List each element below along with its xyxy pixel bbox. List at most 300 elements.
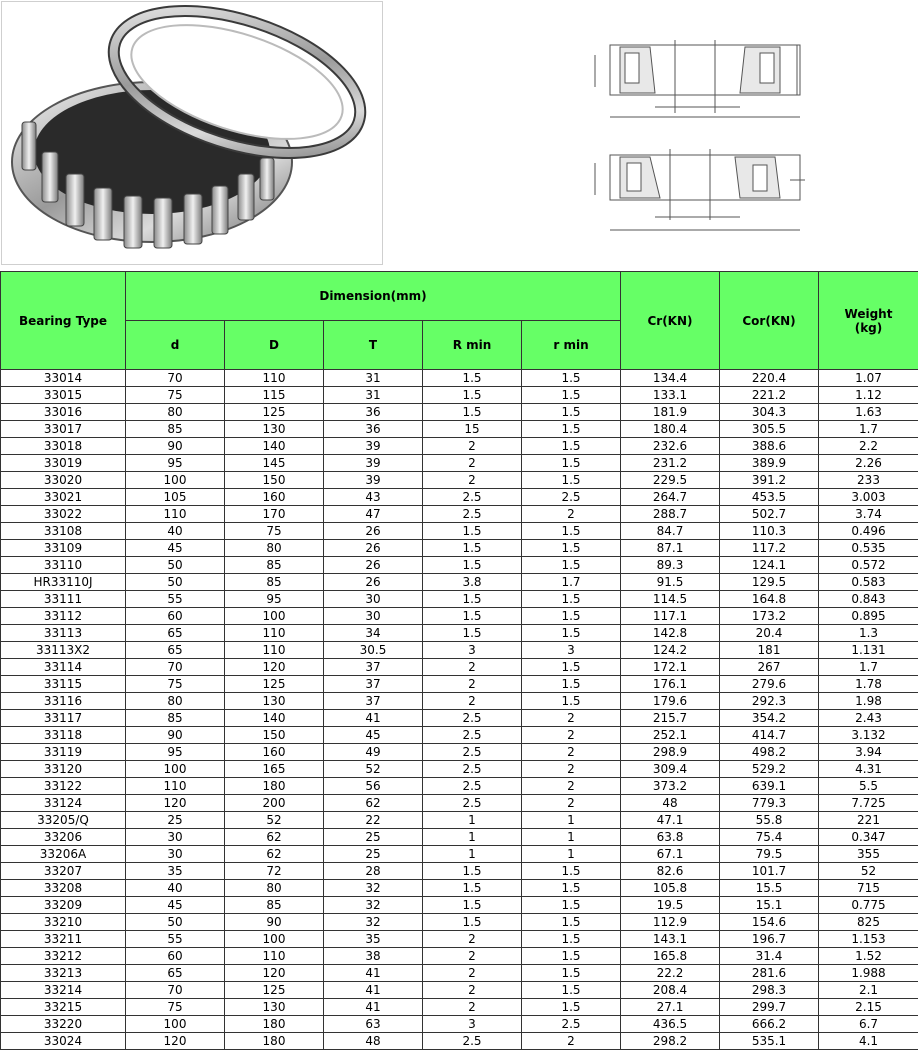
table-cell: 55.8 — [720, 812, 819, 829]
table-cell: 89.3 — [621, 557, 720, 574]
table-cell: 200 — [225, 795, 324, 812]
table-row — [1, 506, 918, 523]
table-row — [1, 438, 918, 455]
table-cell: 33210 — [1, 914, 126, 931]
table-cell: 39 — [324, 438, 423, 455]
table-cell: 33110 — [1, 557, 126, 574]
table-row — [1, 472, 918, 489]
table-cell: 47.1 — [621, 812, 720, 829]
table-cell: 52 — [324, 761, 423, 778]
table-cell: 112.9 — [621, 914, 720, 931]
table-cell: 33208 — [1, 880, 126, 897]
table-cell: 33020 — [1, 472, 126, 489]
table-cell: 2 — [423, 472, 522, 489]
table-cell: 45 — [126, 540, 225, 557]
table-row — [1, 540, 918, 557]
table-cell: 1 — [522, 846, 621, 863]
table-cell: 41 — [324, 965, 423, 982]
table-cell: 33209 — [1, 897, 126, 914]
table-cell: 87.1 — [621, 540, 720, 557]
table-cell: 1.5 — [423, 404, 522, 421]
table-cell: 1.12 — [819, 387, 918, 404]
table-cell: 150 — [225, 472, 324, 489]
table-cell: HR33110J — [1, 574, 126, 591]
table-cell: 75.4 — [720, 829, 819, 846]
table-cell: 33124 — [1, 795, 126, 812]
table-cell: 105 — [126, 489, 225, 506]
table-cell: 1.5 — [423, 591, 522, 608]
table-cell: 110 — [225, 948, 324, 965]
header-cor: Cor(KN) — [720, 272, 819, 370]
table-cell: 150 — [225, 727, 324, 744]
table-cell: 1.07 — [819, 370, 918, 387]
table-cell: 140 — [225, 710, 324, 727]
table-cell: 221 — [819, 812, 918, 829]
table-cell: 33019 — [1, 455, 126, 472]
table-cell: 299.7 — [720, 999, 819, 1016]
table-cell: 33212 — [1, 948, 126, 965]
table-cell: 436.5 — [621, 1016, 720, 1033]
table-cell: 298.3 — [720, 982, 819, 999]
table-cell: 1.153 — [819, 931, 918, 948]
table-cell: 124.1 — [720, 557, 819, 574]
table-cell: 298.9 — [621, 744, 720, 761]
table-cell: 120 — [126, 1033, 225, 1050]
table-cell: 50 — [126, 574, 225, 591]
table-cell: 1.3 — [819, 625, 918, 642]
table-cell: 2.43 — [819, 710, 918, 727]
table-cell: 33215 — [1, 999, 126, 1016]
table-cell: 40 — [126, 880, 225, 897]
table-cell: 1.5 — [423, 523, 522, 540]
table-cell: 1.5 — [522, 863, 621, 880]
table-cell: 110 — [225, 642, 324, 659]
table-cell: 1.5 — [522, 540, 621, 557]
table-cell: 26 — [324, 523, 423, 540]
table-cell: 0.843 — [819, 591, 918, 608]
table-cell: 2.26 — [819, 455, 918, 472]
table-cell: 1.98 — [819, 693, 918, 710]
table-cell: 15.5 — [720, 880, 819, 897]
table-cell: 120 — [126, 795, 225, 812]
table-cell: 1.5 — [522, 914, 621, 931]
header-dimension: Dimension(mm) — [126, 272, 621, 321]
table-cell: 2.5 — [423, 727, 522, 744]
table-cell: 0.535 — [819, 540, 918, 557]
table-cell: 0.496 — [819, 523, 918, 540]
table-cell: 1.5 — [522, 404, 621, 421]
table-cell: 164.8 — [720, 591, 819, 608]
table-cell: 215.7 — [621, 710, 720, 727]
table-cell: 30 — [324, 608, 423, 625]
table-cell: 639.1 — [720, 778, 819, 795]
table-cell: 48 — [621, 795, 720, 812]
table-cell: 33022 — [1, 506, 126, 523]
table-cell: 33021 — [1, 489, 126, 506]
table-cell: 62 — [225, 829, 324, 846]
table-cell: 2 — [522, 778, 621, 795]
table-cell: 1.5 — [522, 608, 621, 625]
header-r-min-lower: r min — [522, 321, 621, 370]
table-cell: 33220 — [1, 1016, 126, 1033]
table-cell: 80 — [126, 693, 225, 710]
table-cell: 305.5 — [720, 421, 819, 438]
table-row — [1, 404, 918, 421]
table-cell: 1.5 — [522, 676, 621, 693]
table-cell: 60 — [126, 948, 225, 965]
table-cell: 2.5 — [423, 761, 522, 778]
table-cell: 1 — [522, 829, 621, 846]
table-cell: 181 — [720, 642, 819, 659]
table-cell: 160 — [225, 744, 324, 761]
table-cell: 33111 — [1, 591, 126, 608]
table-cell: 33118 — [1, 727, 126, 744]
table-cell: 75 — [126, 999, 225, 1016]
table-cell: 1.7 — [819, 421, 918, 438]
table-cell: 95 — [126, 455, 225, 472]
table-cell: 1.5 — [423, 914, 522, 931]
table-cell: 33114 — [1, 659, 126, 676]
table-cell: 2 — [522, 761, 621, 778]
header-area — [0, 0, 918, 268]
table-cell: 33206 — [1, 829, 126, 846]
header-r-min-upper: R min — [423, 321, 522, 370]
table-cell: 110 — [126, 778, 225, 795]
table-cell: 1.5 — [522, 455, 621, 472]
table-cell: 2.2 — [819, 438, 918, 455]
table-cell: 2 — [423, 965, 522, 982]
table-cell: 2.5 — [423, 795, 522, 812]
table-cell: 498.2 — [720, 744, 819, 761]
table-cell: 65 — [126, 965, 225, 982]
table-cell: 1.5 — [522, 472, 621, 489]
table-cell: 3.003 — [819, 489, 918, 506]
table-cell: 142.8 — [621, 625, 720, 642]
table-cell: 391.2 — [720, 472, 819, 489]
table-cell: 65 — [126, 625, 225, 642]
table-cell: 75 — [126, 387, 225, 404]
table-row — [1, 999, 918, 1016]
table-cell: 82.6 — [621, 863, 720, 880]
table-cell: 3 — [522, 642, 621, 659]
table-cell: 221.2 — [720, 387, 819, 404]
bearing-photo — [1, 1, 383, 265]
table-cell: 309.4 — [621, 761, 720, 778]
table-cell: 130 — [225, 421, 324, 438]
table-cell: 1 — [522, 812, 621, 829]
table-cell: 2.5 — [423, 489, 522, 506]
header-weight: Weight (kg) — [819, 272, 918, 370]
table-row — [1, 931, 918, 948]
table-cell: 1 — [423, 812, 522, 829]
table-cell: 36 — [324, 421, 423, 438]
table-cell: 1.5 — [522, 370, 621, 387]
table-cell: 124.2 — [621, 642, 720, 659]
table-cell: 79.5 — [720, 846, 819, 863]
table-row — [1, 608, 918, 625]
table-cell: 2.15 — [819, 999, 918, 1016]
table-row — [1, 778, 918, 795]
table-cell: 31 — [324, 387, 423, 404]
table-cell: 0.583 — [819, 574, 918, 591]
table-cell: 1.5 — [423, 540, 522, 557]
table-cell: 35 — [126, 863, 225, 880]
table-cell: 95 — [225, 591, 324, 608]
table-row — [1, 863, 918, 880]
table-cell: 2 — [423, 455, 522, 472]
table-body — [1, 370, 918, 1050]
table-cell: 32 — [324, 880, 423, 897]
table-cell: 38 — [324, 948, 423, 965]
table-cell: 15 — [423, 421, 522, 438]
table-row — [1, 489, 918, 506]
table-cell: 0.347 — [819, 829, 918, 846]
table-cell: 3.74 — [819, 506, 918, 523]
table-cell: 125 — [225, 404, 324, 421]
table-cell: 90 — [126, 727, 225, 744]
table-cell: 63.8 — [621, 829, 720, 846]
table-cell: 32 — [324, 897, 423, 914]
table-cell: 130 — [225, 999, 324, 1016]
table-cell: 30 — [324, 591, 423, 608]
table-cell: 0.775 — [819, 897, 918, 914]
table-cell: 6.7 — [819, 1016, 918, 1033]
table-cell: 1.5 — [522, 523, 621, 540]
table-cell: 120 — [225, 965, 324, 982]
table-cell: 208.4 — [621, 982, 720, 999]
table-cell: 125 — [225, 982, 324, 999]
table-cell: 33205/Q — [1, 812, 126, 829]
table-row — [1, 880, 918, 897]
table-cell: 1.5 — [522, 659, 621, 676]
table-cell: 43 — [324, 489, 423, 506]
table-cell: 33206A — [1, 846, 126, 863]
table-cell: 2.5 — [423, 1033, 522, 1050]
table-cell: 1 — [423, 846, 522, 863]
table-cell: 34 — [324, 625, 423, 642]
table-cell: 36 — [324, 404, 423, 421]
table-cell: 1.52 — [819, 948, 918, 965]
table-cell: 22.2 — [621, 965, 720, 982]
table-cell: 154.6 — [720, 914, 819, 931]
table-cell: 129.5 — [720, 574, 819, 591]
table-cell: 179.6 — [621, 693, 720, 710]
header-bearing-type: Bearing Type — [1, 272, 126, 370]
table-row — [1, 761, 918, 778]
table-cell: 2 — [423, 999, 522, 1016]
table-cell: 1.5 — [423, 370, 522, 387]
table-cell: 33015 — [1, 387, 126, 404]
table-cell: 117.1 — [621, 608, 720, 625]
table-cell: 3 — [423, 642, 522, 659]
table-cell: 30 — [126, 846, 225, 863]
table-cell: 117.2 — [720, 540, 819, 557]
table-cell: 2.5 — [423, 744, 522, 761]
table-cell: 33108 — [1, 523, 126, 540]
table-cell: 1.5 — [522, 897, 621, 914]
table-cell: 264.7 — [621, 489, 720, 506]
table-cell: 52 — [819, 863, 918, 880]
table-cell: 25 — [126, 812, 225, 829]
header-d: d — [126, 321, 225, 370]
table-cell: 100 — [225, 931, 324, 948]
table-cell: 80 — [225, 880, 324, 897]
table-cell: 2 — [522, 727, 621, 744]
table-row — [1, 625, 918, 642]
table-cell: 85 — [225, 557, 324, 574]
header-D: D — [225, 321, 324, 370]
table-cell: 30 — [126, 829, 225, 846]
table-cell: 1.5 — [522, 438, 621, 455]
table-cell: 529.2 — [720, 761, 819, 778]
table-cell: 1.5 — [522, 931, 621, 948]
table-cell: 2 — [423, 931, 522, 948]
table-cell: 85 — [126, 421, 225, 438]
table-cell: 2.1 — [819, 982, 918, 999]
table-cell: 33017 — [1, 421, 126, 438]
table-cell: 281.6 — [720, 965, 819, 982]
table-row — [1, 965, 918, 982]
table-cell: 33014 — [1, 370, 126, 387]
table-cell: 65 — [126, 642, 225, 659]
table-cell: 453.5 — [720, 489, 819, 506]
table-cell: 2.5 — [423, 778, 522, 795]
table-cell: 91.5 — [621, 574, 720, 591]
table-cell: 100 — [225, 608, 324, 625]
table-row — [1, 676, 918, 693]
table-cell: 84.7 — [621, 523, 720, 540]
table-cell: 2 — [522, 506, 621, 523]
table-cell: 1.63 — [819, 404, 918, 421]
table-cell: 279.6 — [720, 676, 819, 693]
table-cell: 101.7 — [720, 863, 819, 880]
table-cell: 1.5 — [522, 625, 621, 642]
table-cell: 95 — [126, 744, 225, 761]
table-cell: 825 — [819, 914, 918, 931]
table-cell: 2.5 — [423, 506, 522, 523]
table-cell: 140 — [225, 438, 324, 455]
table-cell: 414.7 — [720, 727, 819, 744]
table-cell: 33122 — [1, 778, 126, 795]
table-cell: 70 — [126, 659, 225, 676]
table-row — [1, 455, 918, 472]
table-cell: 75 — [126, 676, 225, 693]
table-row — [1, 846, 918, 863]
table-cell: 37 — [324, 676, 423, 693]
table-cell: 72 — [225, 863, 324, 880]
table-cell: 252.1 — [621, 727, 720, 744]
table-cell: 35 — [324, 931, 423, 948]
table-cell: 33116 — [1, 693, 126, 710]
table-row — [1, 897, 918, 914]
table-row — [1, 387, 918, 404]
table-row — [1, 812, 918, 829]
table-row — [1, 421, 918, 438]
table-cell: 110 — [126, 506, 225, 523]
table-cell: 180 — [225, 778, 324, 795]
table-cell: 26 — [324, 557, 423, 574]
table-cell: 180 — [225, 1016, 324, 1033]
table-cell: 100 — [126, 472, 225, 489]
table-cell: 33207 — [1, 863, 126, 880]
table-cell: 39 — [324, 455, 423, 472]
table-row — [1, 1016, 918, 1033]
table-cell: 27.1 — [621, 999, 720, 1016]
table-cell: 67.1 — [621, 846, 720, 863]
table-cell: 715 — [819, 880, 918, 897]
table-row — [1, 744, 918, 761]
table-cell: 33120 — [1, 761, 126, 778]
table-cell: 3.132 — [819, 727, 918, 744]
table-cell: 1.5 — [522, 982, 621, 999]
table-cell: 33024 — [1, 1033, 126, 1050]
table-row — [1, 523, 918, 540]
table-cell: 33113 — [1, 625, 126, 642]
table-cell: 39 — [324, 472, 423, 489]
table-cell: 1.5 — [522, 948, 621, 965]
table-cell: 4.1 — [819, 1033, 918, 1050]
table-cell: 40 — [126, 523, 225, 540]
table-row — [1, 727, 918, 744]
table-cell: 70 — [126, 982, 225, 999]
table-cell: 2 — [423, 659, 522, 676]
table-cell: 388.6 — [720, 438, 819, 455]
table-cell: 33112 — [1, 608, 126, 625]
table-cell: 56 — [324, 778, 423, 795]
table-cell: 15.1 — [720, 897, 819, 914]
table-cell: 2.5 — [522, 489, 621, 506]
table-cell: 170 — [225, 506, 324, 523]
table-cell: 75 — [225, 523, 324, 540]
table-cell: 2 — [423, 982, 522, 999]
table-cell: 3.8 — [423, 574, 522, 591]
header-cr: Cr(KN) — [621, 272, 720, 370]
table-cell: 25 — [324, 846, 423, 863]
table-cell: 33016 — [1, 404, 126, 421]
table-cell: 60 — [126, 608, 225, 625]
table-cell: 1.5 — [423, 387, 522, 404]
table-cell: 1.7 — [522, 574, 621, 591]
table-cell: 535.1 — [720, 1033, 819, 1050]
table-cell: 70 — [126, 370, 225, 387]
table-cell: 354.2 — [720, 710, 819, 727]
table-cell: 173.2 — [720, 608, 819, 625]
table-cell: 52 — [225, 812, 324, 829]
table-cell: 49 — [324, 744, 423, 761]
table-cell: 160 — [225, 489, 324, 506]
table-cell: 1.988 — [819, 965, 918, 982]
table-row — [1, 693, 918, 710]
table-cell: 33211 — [1, 931, 126, 948]
table-row — [1, 591, 918, 608]
table-cell: 1.78 — [819, 676, 918, 693]
table-cell: 134.4 — [621, 370, 720, 387]
table-cell: 100 — [126, 1016, 225, 1033]
table-cell: 41 — [324, 982, 423, 999]
table-row — [1, 914, 918, 931]
table-cell: 62 — [324, 795, 423, 812]
table-cell: 1.5 — [522, 999, 621, 1016]
table-cell: 2 — [423, 438, 522, 455]
table-cell: 1.5 — [522, 965, 621, 982]
table-cell: 33213 — [1, 965, 126, 982]
table-cell: 37 — [324, 693, 423, 710]
table-cell: 3.94 — [819, 744, 918, 761]
table-row — [1, 642, 918, 659]
table-cell: 145 — [225, 455, 324, 472]
table-cell: 62 — [225, 846, 324, 863]
table-cell: 20.4 — [720, 625, 819, 642]
